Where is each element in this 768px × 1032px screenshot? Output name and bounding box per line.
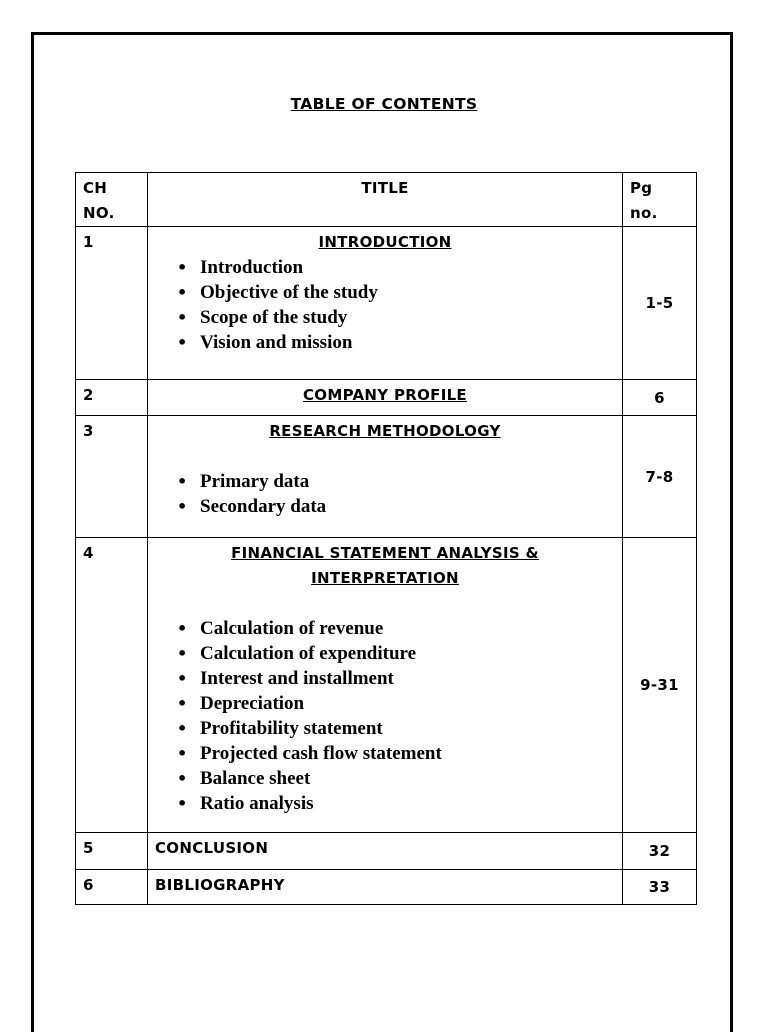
table-row	[76, 870, 697, 905]
chapter-title-cell	[148, 416, 623, 538]
page-number: 1-5	[623, 227, 697, 380]
page-number: 6	[623, 380, 697, 416]
chapter-number: 2	[76, 380, 148, 416]
list-item: • Depreciation	[200, 691, 622, 716]
chapter-title-cell	[148, 380, 623, 416]
list-item: • Secondary data	[200, 494, 622, 519]
chapter-title: COMPANY PROFILE	[303, 386, 467, 404]
page-number: 9-31	[623, 538, 697, 833]
list-item: • Ratio analysis	[200, 791, 622, 816]
chapter-title: CONCLUSION	[148, 833, 623, 870]
header-ch-no: CH NO.	[76, 173, 148, 227]
section-list	[148, 469, 622, 519]
page-number: 33	[623, 870, 697, 905]
list-item: • Vision and mission	[200, 330, 622, 355]
section-list	[148, 255, 622, 355]
page-number: 32	[623, 833, 697, 870]
list-item: • Projected cash flow statement	[200, 741, 622, 766]
list-item: • Primary data	[200, 469, 622, 494]
chapter-title: RESEARCH METHODOLOGY	[269, 422, 501, 440]
section-list	[148, 616, 622, 816]
chapter-title-cell	[148, 227, 623, 380]
list-item: • Profitability statement	[200, 716, 622, 741]
chapter-title: INTRODUCTION	[318, 233, 452, 251]
table-row	[76, 380, 697, 416]
table-of-contents	[75, 172, 697, 905]
list-item: • Introduction	[200, 255, 622, 280]
list-item: • Calculation of revenue	[200, 616, 622, 641]
table-row	[76, 538, 697, 833]
table-row	[76, 416, 697, 538]
chapter-number: 5	[76, 833, 148, 870]
list-item: • Objective of the study	[200, 280, 622, 305]
page-number: 7-8	[623, 416, 697, 538]
table-header-row	[76, 173, 697, 227]
chapter-number: 1	[76, 227, 148, 380]
page-title: TABLE OF CONTENTS	[290, 95, 478, 113]
chapter-number: 4	[76, 538, 148, 833]
chapter-title: BIBLIOGRAPHY	[148, 870, 623, 905]
list-item: • Scope of the study	[200, 305, 622, 330]
chapter-number: 6	[76, 870, 148, 905]
header-title: TITLE	[148, 173, 623, 227]
list-item: • Calculation of expenditure	[200, 641, 622, 666]
header-pg-no: Pg no.	[623, 173, 697, 227]
chapter-title-cell	[148, 538, 623, 833]
chapter-title: FINANCIAL STATEMENT ANALYSIS & INTERPRETATION	[231, 544, 539, 587]
chapter-number: 3	[76, 416, 148, 538]
table-row	[76, 227, 697, 380]
table-row	[76, 833, 697, 870]
list-item: • Balance sheet	[200, 766, 622, 791]
list-item: • Interest and installment	[200, 666, 622, 691]
